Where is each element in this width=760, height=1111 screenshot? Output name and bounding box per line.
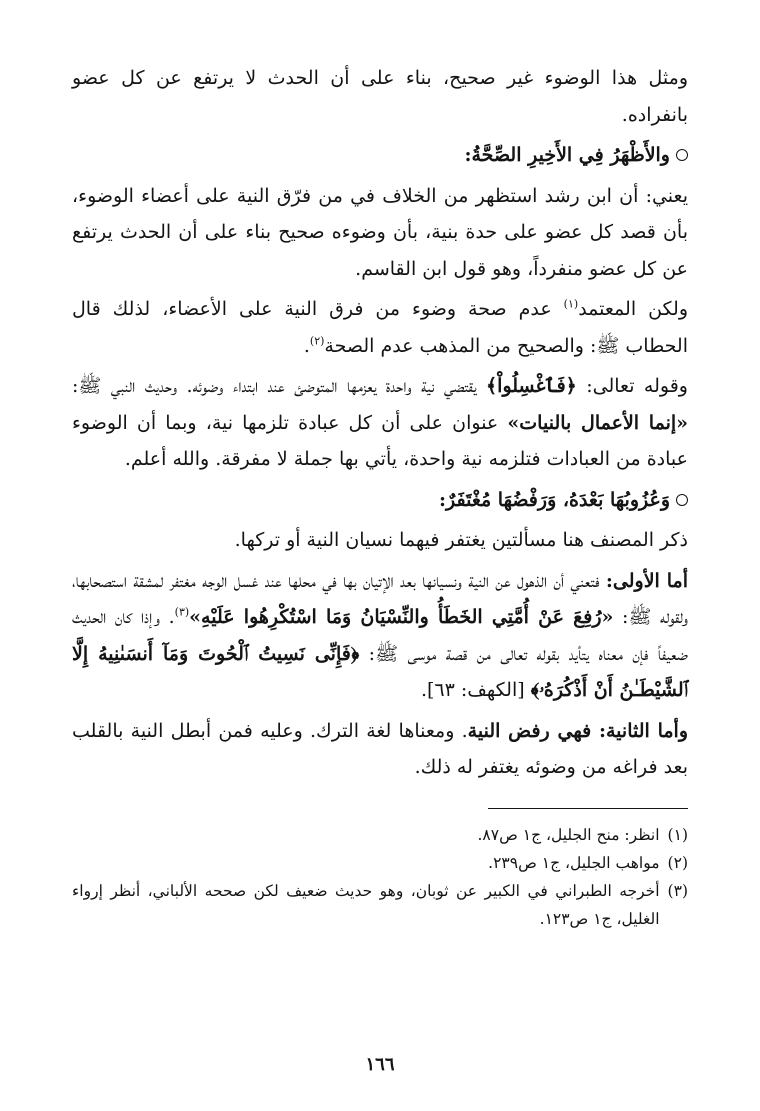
footnote-2 — [72, 849, 688, 877]
footnote-ref-3[interactable]: (٣) — [174, 605, 190, 619]
paragraph-7 — [72, 713, 688, 786]
paragraph-4-text-c: عنوان على أن كل عبادة تلزمها نية، وبما أن الوضوء عبادة من العبادات فتلزمه نية واحدة، يأتي بها جملة لا مفرقة. والله أعلم. — [72, 411, 688, 470]
footnote-divider — [488, 808, 688, 809]
paragraph-3-text-c: . — [303, 334, 310, 357]
paragraph-4-text-a: وقوله تعالى: — [576, 375, 688, 397]
footnote-1-text: انظر: منح الجليل، ج١ ص٨٧. — [477, 825, 660, 844]
footnote-2-number: (٢) — [667, 853, 688, 872]
paragraph-7-lead: وأما الثانية: — [598, 719, 688, 742]
paragraph-2 — [72, 178, 688, 288]
footnote-1 — [72, 821, 688, 849]
circle-bullet-icon — [676, 149, 688, 161]
section-heading-1-text: والأَظْهَرُ فِي الأَخِيرِ الصِّحَّةُ: — [464, 144, 670, 166]
paragraph-1 — [72, 60, 688, 133]
footnote-ref-2[interactable]: (٢) — [309, 334, 325, 348]
paragraph-7-mid: فهي رفض النية — [467, 719, 599, 742]
footnote-ref-1[interactable]: (١) — [563, 297, 579, 311]
section-heading-2 — [72, 482, 688, 519]
paragraph-5-text: ذكر المصنف هنا مسألتين يغتفر فيهما نسيان النية أو تركها. — [234, 529, 688, 551]
page-number: ١٦٦ — [365, 1054, 395, 1075]
footnote-1-number: (١) — [667, 825, 688, 844]
paragraph-5 — [72, 522, 688, 559]
paragraph-6-lead: أما الأولى: — [605, 569, 688, 592]
section-heading-1 — [72, 137, 688, 174]
section-heading-2-text: وَعُزُوبُهَا بَعْدَهُ، وَرَفْضُهَا مُغْتَفَرٌ: — [438, 488, 670, 511]
paragraph-7-text: . ومعناها لغة الترك. وعليه فمن أبطل النية بالقلب بعد فراغه من وضوئه يغتفر له ذلك. — [72, 719, 688, 778]
circle-bullet-icon — [676, 494, 688, 506]
paragraph-6-text-b: . وإذا كان الحديث ضعيفاً فإن معناه يتأيد بقوله تعالى من قصة موسى ﷺ: — [72, 606, 688, 665]
footnote-3 — [72, 877, 688, 933]
paragraph-3 — [72, 291, 688, 364]
paragraph-4 — [72, 368, 688, 478]
paragraph-2-text: يعني: أن ابن رشد استظهر من الخلاف في من فرّق النية على أعضاء الوضوء، بأن قصد كل عضو على حدة بنية، بأن وضوءه صحيح بناء على أن الحدث يرتفع عن كل عضو منفرداً، وهو قول ابن القاسم. — [72, 184, 688, 280]
footnote-3-text: أخرجه الطبراني في الكبير عن ثوبان، وهو حديث ضعيف لكن صححه الألباني، أنظر إرواء الغليل، ج١ ص١٢٣. — [72, 881, 660, 928]
paragraph-1-text: ومثل هذا الوضوء غير صحيح، بناء على أن الحدث لا يرتفع عن كل عضو بانفراده. — [72, 67, 688, 126]
paragraph-3-text-a: ولكن المعتمد — [578, 298, 688, 320]
hadith-quote-1: «إنما الأعمال بالنيات» — [507, 411, 689, 434]
footnote-2-text: مواهب الجليل، ج١ ص٢٣٩. — [488, 853, 660, 872]
paragraph-6-text-c: [الكهف: ٦٣]. — [420, 679, 531, 701]
paragraph-6-text-a: فتعني أن الذهول عن النية ونسيانها بعد الإتيان بها في محلها عند غسل الوجه مغتفر لمشقة استصحابها، ولقوله ﷺ: — [72, 569, 688, 628]
quran-quote-2: ﴿فَإِنِّى نَسِيتُ ٱلْحُوتَ وَمَآ أَنسَىٰنِيهُ إِلَّا ٱلشَّيْطَـٰنُ أَنْ أَذْكُرَهُۥ﴾ — [72, 642, 688, 701]
footnote-3-number: (٣) — [667, 881, 688, 900]
paragraph-4-text-b: يقتضي نية واحدة يعزمها المتوضئ عند ابتداء وضوئه. وحديث النبي ﷺ: — [72, 375, 487, 397]
hadith-quote-2: «رُفِعَ عَنْ أُمَّتِي الخَطَأُ والنِّسْيَانُ وَمَا اسْتُكْرِهُوا عَلَيْهِ» — [189, 606, 614, 628]
footnotes — [72, 821, 688, 933]
paragraph-6 — [72, 563, 688, 709]
quran-quote-1: ﴿فَٱغْسِلُواْ﴾ — [486, 375, 577, 397]
paragraph-3-text-b: عدم صحة وضوء من فرق النية على الأعضاء، لذلك قال الحطاب ﷺ: والصحيح من المذهب عدم الصحة — [72, 298, 688, 357]
book-page — [72, 60, 689, 1075]
